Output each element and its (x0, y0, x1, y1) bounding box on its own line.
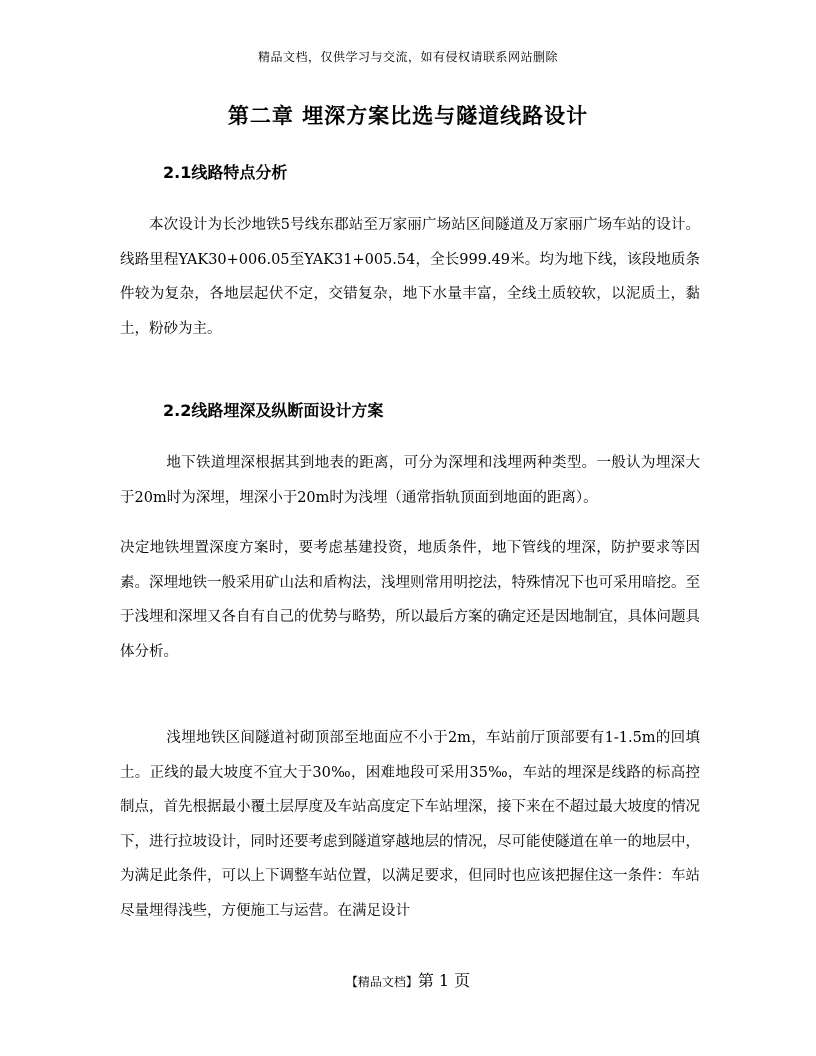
page-header: 精品文档，仅供学习与交流，如有侵权请联系网站删除 (257, 50, 558, 64)
footer-tag: 【精品文档】 (345, 975, 418, 989)
paragraph-burial-factors: 决定地铁埋置深度方案时，要考虑基建投资，地质条件，地下管线的埋深，防护要求等因素。深埋地铁一般采用矿山法和盾构法，浅埋则常用明挖法，特殊情况下也可采用暗挖。至于浅埋和深埋又各自有自己的优势与略势，所以最后方案的确定还是因地制宜，具体问题具体分析。 (120, 540, 700, 660)
chapter-title: 第二章 埋深方案比选与隧道线路设计 (227, 104, 589, 128)
section-heading-2-1: 2.1线路特点分析 (163, 163, 288, 182)
section-heading-2-2: 2.2线路埋深及纵断面设计方案 (163, 401, 384, 420)
paragraph-burial-depth-types: 地下铁道埋深根据其到地表的距离，可分为深埋和浅埋两种类型。一般认为埋深大于20m时为深埋，埋深小于20m时为浅埋（通常指轨顶面到地面的距离）。 (120, 455, 700, 506)
page-number: 第 1 页 (417, 971, 471, 990)
page-footer (0, 968, 816, 991)
paragraph-shallow-burial-requirements: 浅埋地铁区间隧道衬砌顶部至地面应不小于2m，车站前厅顶部要有1-1.5m的回填土。正线的最大坡度不宜大于30‰，困难地段可采用35‰，车站的埋深是线路的标高控制点，首先根据最小覆土层厚度及车站高度定下车站埋深，接下来在不超过最大坡度的情况下，进行拉坡设计，同时还要考虑到隧道穿越地层的情况，尽可能使隧道在单一的地层中，为满足此条件，可以上下调整车站位置，以满足要求，但同时也应该把握住这一条件：车站尽量埋得浅些，方便施工与运营。在满足设计 (120, 730, 700, 919)
paragraph-route-features: 本次设计为长沙地铁5号线东郡站至万家丽广场站区间隧道及万家丽广场车站的设计。线路里程YAK30+006.05至YAK31+005.54，全长999.49米。均为地下线，该段地质条件较为复杂，各地层起伏不定，交错复杂，地下水量丰富，全线土质较软，以泥质土，黏土，粉砂为主。 (120, 217, 700, 337)
